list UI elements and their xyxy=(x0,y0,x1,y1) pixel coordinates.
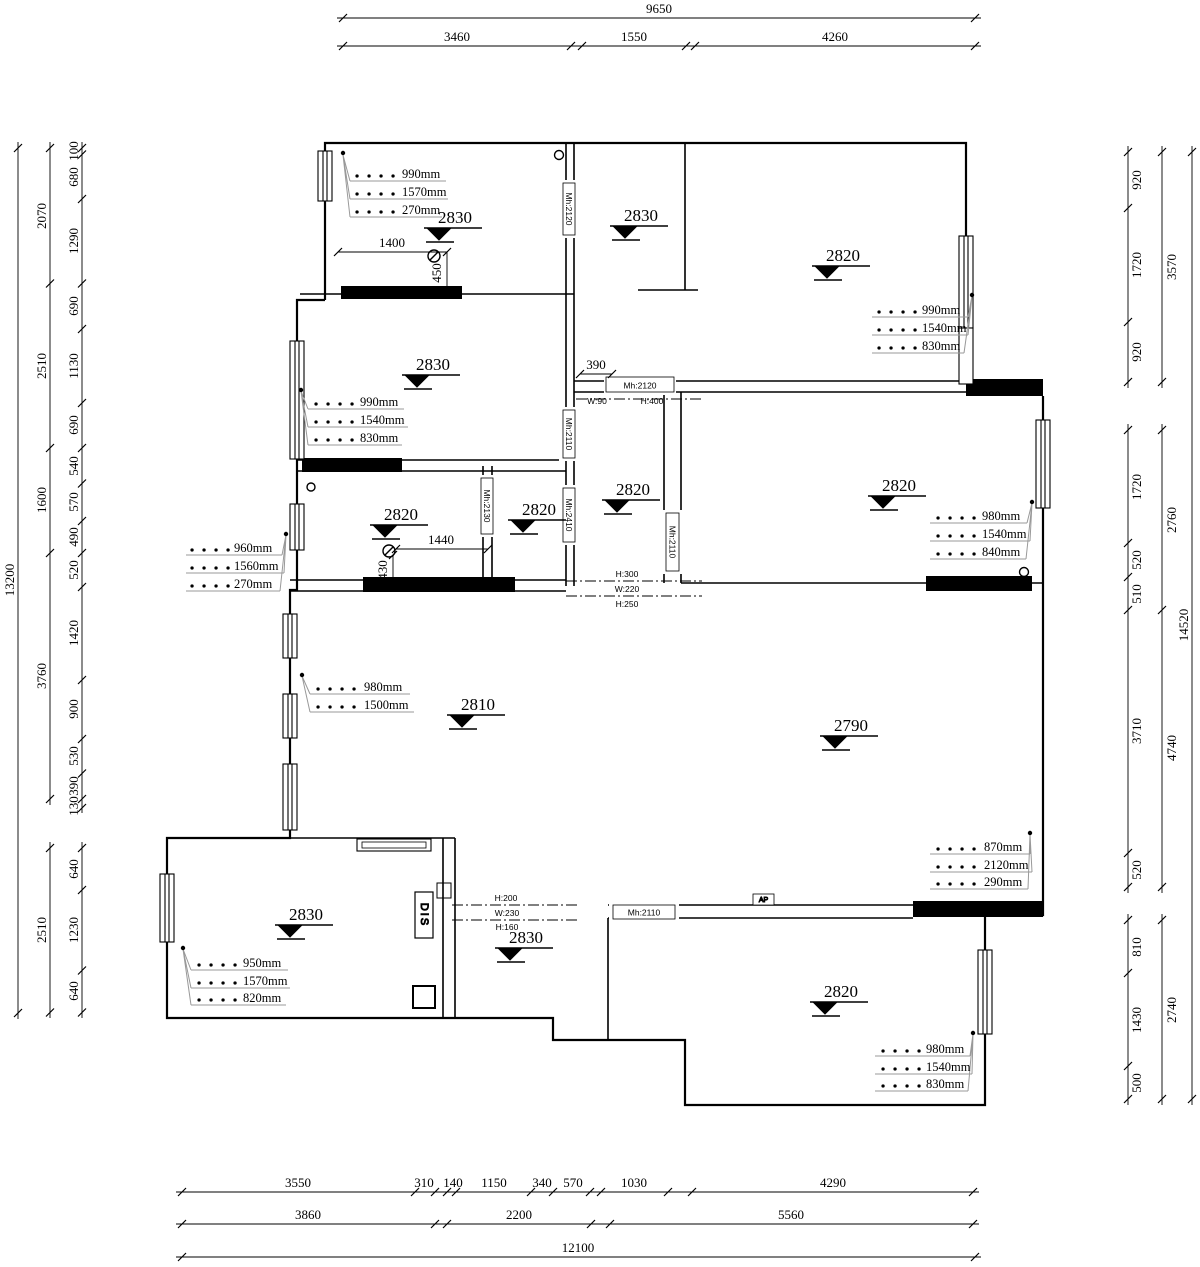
shear-wall xyxy=(913,901,1043,917)
ap-box xyxy=(753,894,774,905)
level-value: 2830 xyxy=(509,928,543,947)
stack-row-label: 1500mm xyxy=(364,698,409,712)
dim-label: 640 xyxy=(66,859,81,879)
stack-row-label: 1540mm xyxy=(982,527,1027,541)
window-icon xyxy=(160,874,174,942)
dim-label: 3760 xyxy=(34,663,49,689)
dim-label: 900 xyxy=(66,699,81,719)
level-value: 2790 xyxy=(834,716,868,735)
stack-row-label: 980mm xyxy=(926,1042,965,1056)
stack-row-label: 1570mm xyxy=(402,185,447,199)
dim-label: 1720 xyxy=(1129,252,1144,278)
dimension-chains xyxy=(2,1,1196,1261)
level-marks xyxy=(275,206,926,1016)
stack-row-label: 1540mm xyxy=(360,413,405,427)
stack-row-label: 980mm xyxy=(364,680,403,694)
level-value: 2830 xyxy=(416,355,450,374)
distribution-box-label: DIS xyxy=(418,902,430,928)
dim-label: 2760 xyxy=(1164,507,1179,533)
door-height-label: Mh:2130 xyxy=(482,489,492,523)
dim-label: 9650 xyxy=(646,1,672,16)
dim-label: 340 xyxy=(532,1175,552,1190)
stack-row-label: 1540mm xyxy=(922,321,967,335)
beam-label: H:300 xyxy=(615,569,639,579)
door-opening xyxy=(559,407,579,461)
dim-label: 540 xyxy=(66,456,81,476)
dim-label: 1420 xyxy=(66,620,81,646)
dim-label: 14520 xyxy=(1176,608,1191,642)
beam-label: H:400 xyxy=(640,396,664,406)
door-opening xyxy=(559,485,579,545)
dim-label: 490 xyxy=(66,527,81,547)
door-height-label: Mh:2110 xyxy=(627,907,661,918)
dim-label: 2740 xyxy=(1164,997,1179,1023)
walls xyxy=(160,143,1050,1105)
window-icon xyxy=(978,950,992,1034)
stack-row-label: 290mm xyxy=(984,875,1023,889)
dim-label: 500 xyxy=(1129,1073,1144,1093)
shear-wall xyxy=(302,458,402,472)
level-mark xyxy=(820,716,878,750)
dim-label: 2070 xyxy=(34,203,49,229)
door-opening xyxy=(657,510,689,574)
door-height-label: Mh:2120 xyxy=(564,192,574,226)
level-value: 2830 xyxy=(624,206,658,225)
ceiling-outlet-icon xyxy=(1020,568,1029,577)
beam-label: W:90 xyxy=(587,396,607,406)
dim-label: 2200 xyxy=(506,1207,532,1222)
beam-label: W:220 xyxy=(614,584,640,594)
door-openings xyxy=(476,180,689,923)
level-mark xyxy=(812,246,870,280)
level-value: 2820 xyxy=(824,982,858,1001)
window-icon xyxy=(1036,420,1050,508)
dim-label: 140 xyxy=(443,1175,463,1190)
dim-label: 810 xyxy=(1129,937,1144,957)
level-mark xyxy=(610,206,668,240)
level-value: 2810 xyxy=(461,695,495,714)
dim-label: 4290 xyxy=(820,1175,846,1190)
dim-label: 3710 xyxy=(1129,718,1144,744)
distribution-box xyxy=(415,892,433,938)
level-mark xyxy=(447,695,505,729)
dim-label: 310 xyxy=(414,1175,434,1190)
door-height-label: Mh:2410 xyxy=(564,498,574,532)
door-opening xyxy=(604,376,676,395)
door-height-label: Mh:2110 xyxy=(667,525,678,559)
dim-label: 4260 xyxy=(822,29,848,44)
dim-label: 920 xyxy=(1129,342,1144,362)
level-mark xyxy=(402,355,460,389)
dim-label: 570 xyxy=(66,492,81,512)
door-height-label: Mh:2110 xyxy=(564,417,574,451)
stack-anchors xyxy=(181,151,1034,1035)
dim-label: 1720 xyxy=(1129,474,1144,500)
dim-label: 920 xyxy=(1129,170,1144,190)
dim-label: 1290 xyxy=(66,228,81,254)
dimension-ticks xyxy=(14,14,1196,1261)
stack-row-label: 1560mm xyxy=(234,559,279,573)
ceiling-outlet-icon xyxy=(307,483,315,491)
dim-label: 1550 xyxy=(621,29,647,44)
dim-label: 1400 xyxy=(379,235,405,250)
dim-label: 1600 xyxy=(34,487,49,513)
level-mark xyxy=(495,928,553,962)
window-icon xyxy=(283,614,297,658)
shear-wall xyxy=(966,379,1043,396)
dimension-lines xyxy=(18,18,1192,1257)
outer-walls xyxy=(167,143,1043,1105)
level-mark xyxy=(602,480,660,514)
dim-label: 130 xyxy=(66,796,81,816)
dim-label: 1130 xyxy=(66,353,81,379)
stack-underlines xyxy=(186,181,1032,1091)
stack-row-label: 990mm xyxy=(922,303,961,317)
level-value: 2820 xyxy=(522,500,556,519)
level-mark xyxy=(370,505,428,539)
dim-label: 680 xyxy=(66,167,81,187)
fixture-box xyxy=(413,986,435,1008)
cabinet xyxy=(357,839,431,851)
stack-row-label: 990mm xyxy=(360,395,399,409)
stack-row-label: 870mm xyxy=(984,840,1023,854)
stack-row-label: 960mm xyxy=(234,541,273,555)
stack-row-label: 1570mm xyxy=(243,974,288,988)
dim-label: 390 xyxy=(66,776,81,796)
level-mark xyxy=(868,476,926,510)
door-opening xyxy=(559,180,579,238)
level-value: 2820 xyxy=(826,246,860,265)
beam-label: H:200 xyxy=(494,893,518,903)
dim-label: 390 xyxy=(586,357,606,372)
stack-row-label: 1540mm xyxy=(926,1060,971,1074)
level-value: 2820 xyxy=(616,480,650,499)
stack-row-label: 820mm xyxy=(243,991,282,1005)
stack-row-label: 830mm xyxy=(926,1077,965,1091)
shear-wall xyxy=(341,286,462,299)
dim-label: 1150 xyxy=(481,1175,507,1190)
window-icon xyxy=(283,694,297,738)
level-mark xyxy=(810,982,868,1016)
window-icon xyxy=(283,764,297,830)
dim-label: 1030 xyxy=(621,1175,647,1190)
stack-row-label: 2120mm xyxy=(984,858,1029,872)
dim-label: 510 xyxy=(1129,584,1144,604)
dim-label: 690 xyxy=(66,296,81,316)
stack-row-label: 950mm xyxy=(243,956,282,970)
dim-label: 430 xyxy=(375,560,390,580)
shear-wall xyxy=(926,576,1032,591)
stack-row-label: 830mm xyxy=(922,339,961,353)
beam-label: W:230 xyxy=(494,908,520,918)
dim-label: 12100 xyxy=(561,1240,595,1255)
dim-label: 5560 xyxy=(778,1207,804,1222)
dim-label: 2510 xyxy=(34,353,49,379)
ap-label: AP xyxy=(758,897,769,904)
door-opening xyxy=(476,475,498,537)
stack-row-label: 840mm xyxy=(982,545,1021,559)
dim-label: 1230 xyxy=(66,917,81,943)
beam-label: H:160 xyxy=(495,922,519,932)
dim-label: 530 xyxy=(66,746,81,766)
stack-dots xyxy=(192,176,974,1086)
dim-label: 3460 xyxy=(444,29,470,44)
stack-row-label: 270mm xyxy=(402,203,441,217)
beam-label: H:250 xyxy=(615,599,639,609)
stack-row-label: 270mm xyxy=(234,577,273,591)
dim-label: 1430 xyxy=(1129,1007,1144,1033)
dim-label: 520 xyxy=(1129,860,1144,880)
dim-label: 450 xyxy=(429,263,444,283)
dim-label: 520 xyxy=(66,560,81,580)
dim-label: 100 xyxy=(66,141,81,161)
stack-row-label: 830mm xyxy=(360,431,399,445)
level-value: 2830 xyxy=(289,905,323,924)
dim-label: 4740 xyxy=(1164,735,1179,761)
dim-label: 13200 xyxy=(2,563,17,597)
dim-label: 3550 xyxy=(285,1175,311,1190)
level-mark xyxy=(508,500,566,534)
level-value: 2820 xyxy=(882,476,916,495)
door-opening xyxy=(609,900,679,923)
ceiling-outlet-icon xyxy=(555,151,564,160)
dim-label: 3570 xyxy=(1164,254,1179,280)
level-mark xyxy=(275,905,333,939)
dim-label: 520 xyxy=(1129,550,1144,570)
door-height-label: Mh:2120 xyxy=(623,380,657,391)
dim-label: 2510 xyxy=(34,917,49,943)
stack-row-label: 990mm xyxy=(402,167,441,181)
stack-row-label: 980mm xyxy=(982,509,1021,523)
dim-label: 690 xyxy=(66,415,81,435)
dim-label: 640 xyxy=(66,981,81,1001)
dim-label: 3860 xyxy=(295,1207,321,1222)
dim-label: 570 xyxy=(563,1175,583,1190)
wall-box xyxy=(437,883,451,898)
window-icon xyxy=(318,151,332,201)
window-icon xyxy=(290,504,304,550)
dim-label: 1440 xyxy=(428,532,454,547)
level-value: 2830 xyxy=(438,208,472,227)
level-value: 2820 xyxy=(384,505,418,524)
